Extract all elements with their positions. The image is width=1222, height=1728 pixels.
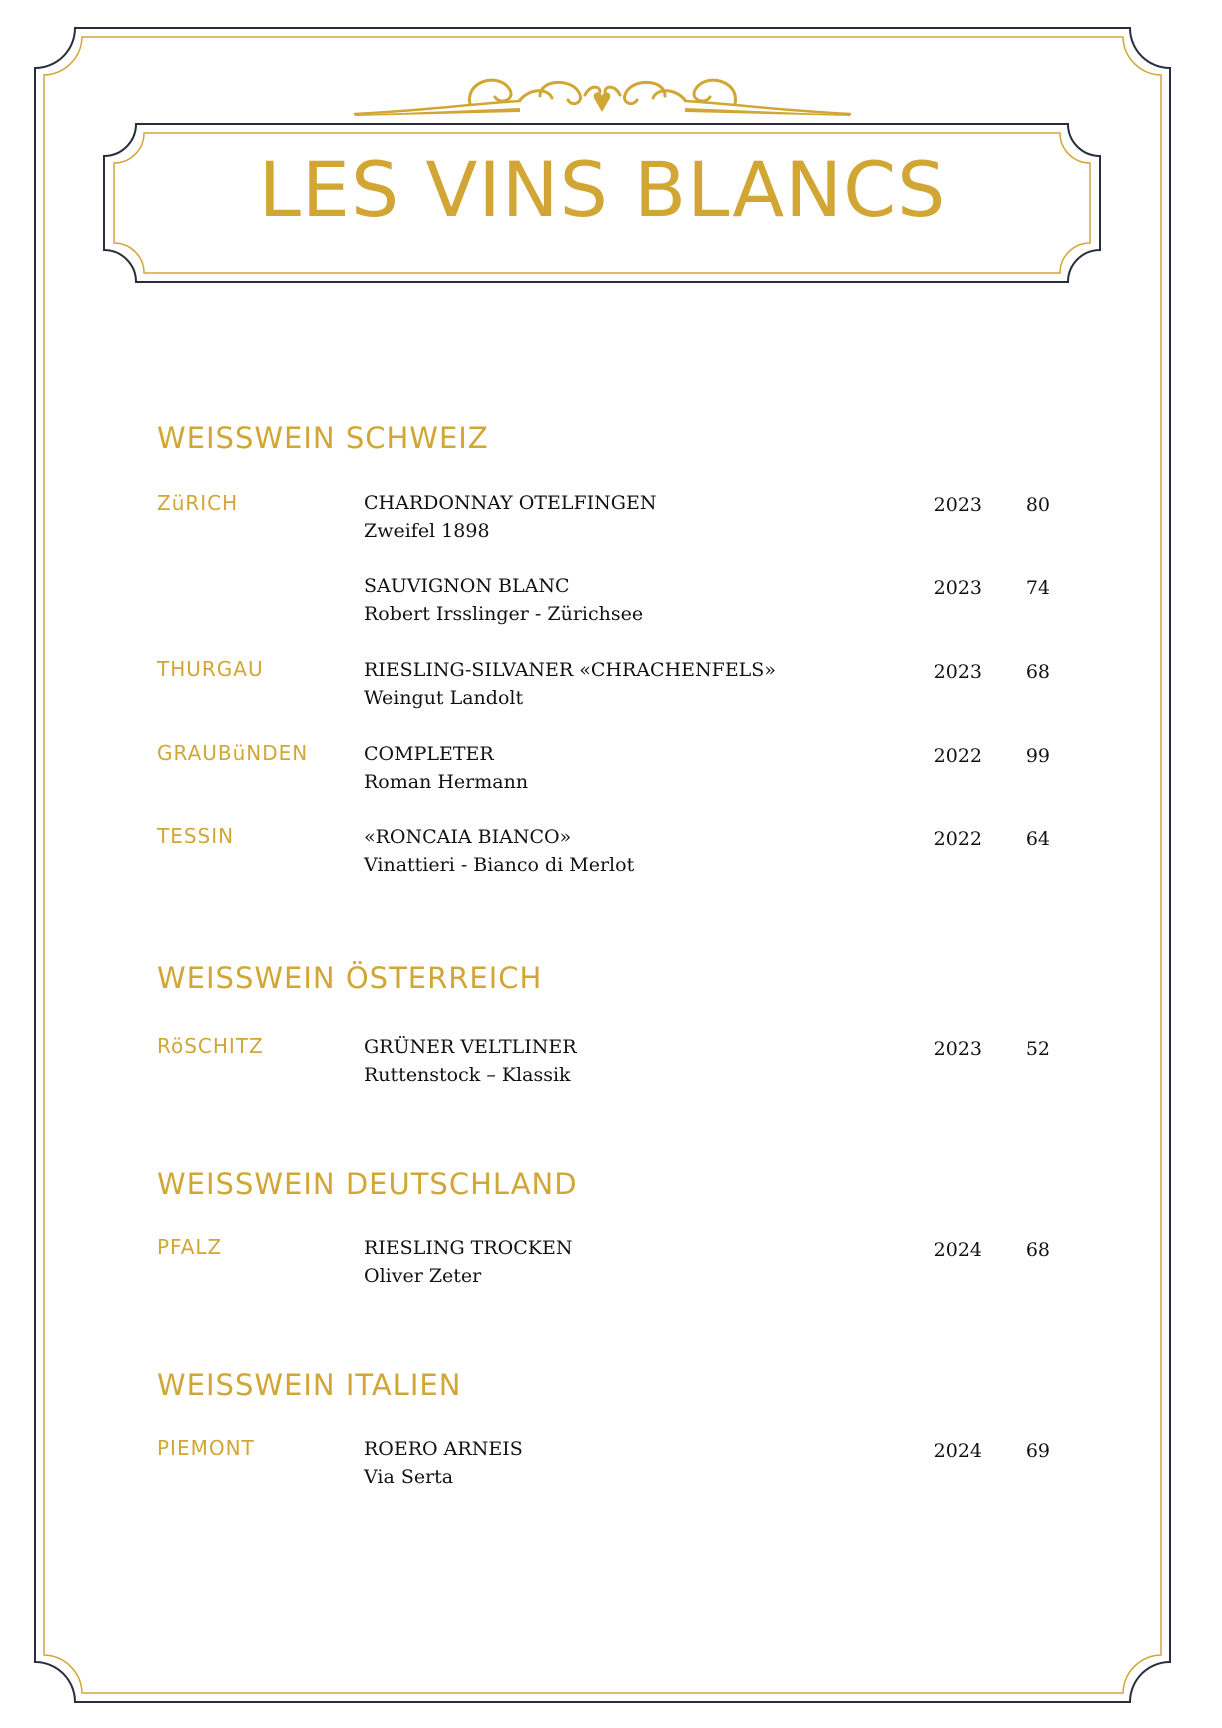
wine-price: 69: [1025, 1440, 1050, 1462]
region-label: THURGAU: [157, 657, 264, 681]
section-heading-deutschland: WEISSWEIN DEUTSCHLAND: [157, 1167, 578, 1201]
gold-flourish-ornament-icon: [355, 80, 850, 116]
region-label: RöSCHITZ: [157, 1034, 264, 1058]
region-label: ZüRICH: [157, 491, 239, 515]
vintage-year: 2023: [933, 494, 982, 516]
wine-producer: Oliver Zeter: [364, 1265, 482, 1287]
wine-name: «RONCAIA BIANCO»: [364, 826, 572, 848]
wine-producer: Vinattieri - Bianco di Merlot: [364, 854, 635, 876]
vintage-year: 2023: [933, 661, 982, 683]
wine-price: 64: [1025, 828, 1050, 850]
wine-producer: Roman Hermann: [364, 771, 529, 793]
vintage-year: 2024: [933, 1440, 982, 1462]
wine-producer: Zweifel 1898: [364, 520, 490, 542]
section-heading-schweiz: WEISSWEIN SCHWEIZ: [157, 421, 489, 455]
wine-name: SAUVIGNON BLANC: [364, 575, 570, 597]
wine-name: CHARDONNAY OTELFINGEN: [364, 492, 657, 514]
wine-producer: Ruttenstock – Klassik: [364, 1064, 571, 1086]
section-heading-italien: WEISSWEIN ITALIEN: [157, 1368, 462, 1402]
wine-name: ROERO ARNEIS: [364, 1438, 523, 1460]
region-label: GRAUBüNDEN: [157, 741, 309, 765]
region-label: TESSIN: [157, 824, 235, 848]
vintage-year: 2023: [933, 1038, 982, 1060]
region-label: PFALZ: [157, 1235, 223, 1259]
wine-name: RIESLING-SILVANER «CHRACHENFELS»: [364, 659, 776, 681]
wine-price: 99: [1025, 745, 1050, 767]
wine-producer: Weingut Landolt: [364, 687, 524, 709]
wine-price: 52: [1025, 1038, 1050, 1060]
section-heading-oesterreich: WEISSWEIN ÖSTERREICH: [157, 961, 543, 995]
page-title: LES VINS BLANCS: [258, 145, 947, 234]
vintage-year: 2023: [933, 577, 982, 599]
wine-name: RIESLING TROCKEN: [364, 1237, 573, 1259]
wine-producer: Robert Irsslinger - Zürichsee: [364, 603, 644, 625]
wine-price: 68: [1025, 1239, 1050, 1261]
vintage-year: 2022: [933, 745, 982, 767]
vintage-year: 2024: [933, 1239, 982, 1261]
wine-price: 80: [1025, 494, 1050, 516]
wine-price: 68: [1025, 661, 1050, 683]
region-label: PIEMONT: [157, 1436, 255, 1460]
wine-price: 74: [1025, 577, 1050, 599]
wine-name: GRÜNER VELTLINER: [364, 1036, 577, 1058]
wine-name: COMPLETER: [364, 743, 494, 765]
wine-producer: Via Serta: [364, 1466, 454, 1488]
vintage-year: 2022: [933, 828, 982, 850]
